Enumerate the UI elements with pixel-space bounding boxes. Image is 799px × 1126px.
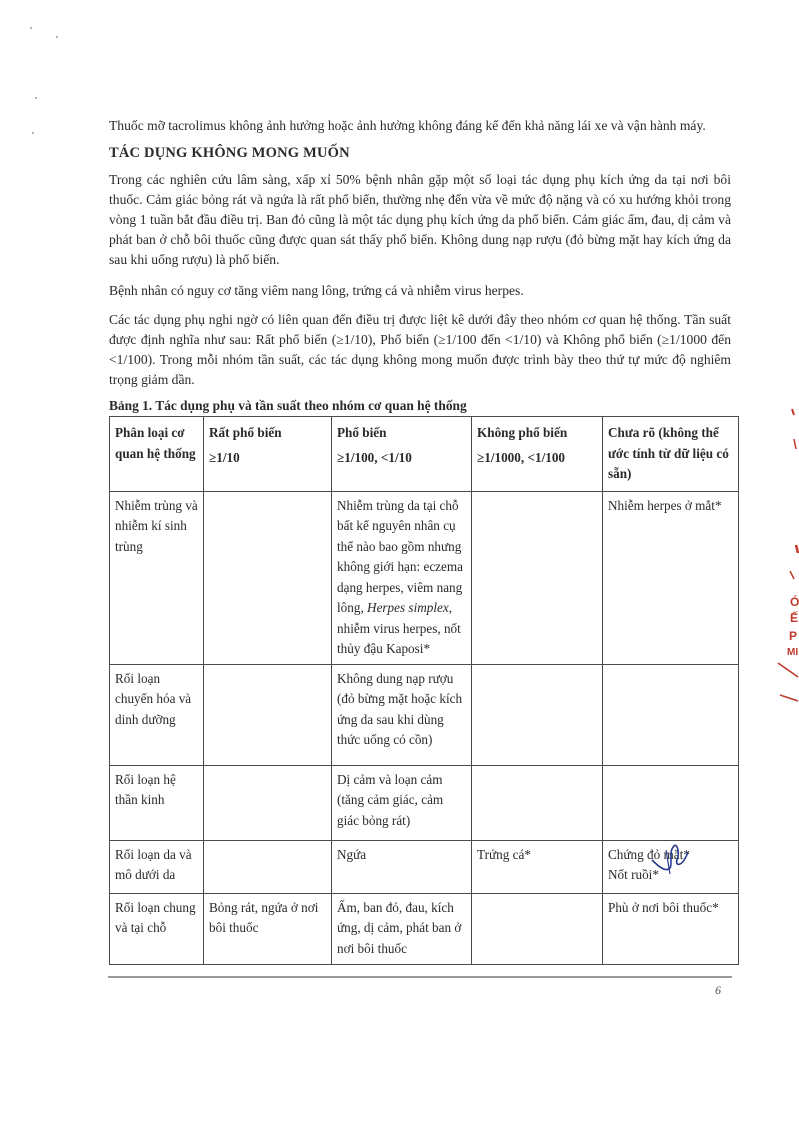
stamp-char: MI xyxy=(787,647,799,658)
header-frequency: ≥1/10 xyxy=(209,449,240,465)
cell-organ: Rối loạn chuyển hóa và dinh dưỡng xyxy=(110,664,204,765)
header-frequency: ≥1/100, <1/10 xyxy=(337,449,412,465)
page-number: 6 xyxy=(715,983,721,997)
cell-common xyxy=(332,491,472,664)
cell-very-common xyxy=(204,765,332,840)
cell-common: Dị cảm và loạn cảm (tăng cảm giác, cảm giác bỏng rát) xyxy=(332,765,472,840)
header-uncommon xyxy=(472,417,603,492)
cell-common: Ấm, ban đỏ, đau, kích ứng, dị cảm, phát ban ở nơi bôi thuốc xyxy=(332,893,472,964)
paragraph-frequency-definition: Các tác dụng phụ nghi ngờ có liên quan đến điều trị được liệt kê dưới đây theo nhóm cơ quan hệ thống. Tần suất được định nghĩa như sau: Rất phổ biến (≥1/10), Phổ biến (≥1/100 đến <1/10) và Không phổ biến (≥1/1000 đến <1/100). Trong mỗi nhóm tần suất, các tác dụng không mong muốn được trình bày theo thứ tự mức độ nghiêm trọng giảm dần. xyxy=(109,312,731,387)
section-title: TÁC DỤNG KHÔNG MONG MUỐN xyxy=(109,145,350,161)
side-effects-table xyxy=(109,416,739,965)
scan-speck xyxy=(30,27,32,29)
stamp-fragment xyxy=(770,395,799,715)
stamp-char: P xyxy=(789,629,798,643)
table-row xyxy=(110,840,739,893)
cell-uncommon: Trứng cá* xyxy=(472,840,603,893)
header-very-common xyxy=(204,417,332,492)
footer-divider xyxy=(108,976,732,978)
cell-very-common xyxy=(204,840,332,893)
cell-very-common xyxy=(204,664,332,765)
header-unknown xyxy=(603,417,739,492)
scan-speck xyxy=(35,97,37,99)
cell-italic-text: Herpes simplex xyxy=(367,600,449,615)
stamp-char: Ế xyxy=(790,611,799,625)
stamp-char: Ó xyxy=(790,595,799,609)
scan-speck xyxy=(32,132,34,134)
paragraph-risks: Bệnh nhân có nguy cơ tăng viêm nang lông, trứng cá và nhiễm virus herpes. xyxy=(109,283,524,298)
header-label: Chưa rõ (không thể ước tính từ dữ liệu có sẵn) xyxy=(608,425,729,481)
table-row xyxy=(110,664,739,765)
cell-text: , nhiễm virus herpes, nốt thủy đậu Kaposi* xyxy=(337,600,461,656)
header-label: Phân loại cơ quan hệ thống xyxy=(115,425,196,461)
header-label: Rất phổ biến xyxy=(209,425,282,440)
intro-paragraph: Thuốc mỡ tacrolimus không ảnh hưởng hoặc ảnh hưởng không đáng kể đến khả năng lái xe và vận hành máy. xyxy=(109,118,706,133)
header-label: Phổ biến xyxy=(337,425,387,440)
document-body xyxy=(109,116,731,965)
header-common xyxy=(332,417,472,492)
cell-uncommon xyxy=(472,893,603,964)
table-caption: Bảng 1. Tác dụng phụ và tần suất theo nhóm cơ quan hệ thống xyxy=(109,398,467,413)
cell-text: Chứng đỏ mặt* xyxy=(608,846,690,862)
cell-very-common xyxy=(204,491,332,664)
table-row xyxy=(110,893,739,964)
paragraph-side-effects: Trong các nghiên cứu lâm sàng, xấp xỉ 50% bệnh nhân gặp một số loại tác dụng phụ kích ứng da tại nơi bôi thuốc. Cảm giác bỏng rát và ngứa là rất phổ biến, thường nhẹ đến vừa về mức độ nặng và có xu hướng khỏi trong vòng 1 tuần bắt đầu điều trị. Ban đỏ cũng là một tác dụng phụ kích ứng da phổ biến. Cảm giác ấm, đau, dị cảm và phát ban ở chỗ bôi thuốc cũng được quan sát thấy phổ biến. Không dung nạp rượu (đỏ bừng mặt hay kích ứng da sau khi uống rượu) là phổ biến. xyxy=(109,172,731,267)
scan-speck xyxy=(56,36,58,38)
cell-unknown xyxy=(603,664,739,765)
header-organ-class xyxy=(110,417,204,492)
header-frequency: ≥1/1000, <1/100 xyxy=(477,449,566,465)
cell-unknown: Nhiễm herpes ở mắt* xyxy=(603,491,739,664)
cell-uncommon xyxy=(472,765,603,840)
cell-organ: Rối loạn chung và tại chỗ xyxy=(110,893,204,964)
cell-very-common: Bỏng rát, ngứa ở nơi bôi thuốc xyxy=(204,893,332,964)
cell-text: Nhiễm trùng da tại chỗ bất kể nguyên nhân cụ thể nào bao gồm nhưng không giới hạn: eczema dạng herpes, viêm nang lông, xyxy=(337,497,463,615)
cell-common: Ngứa xyxy=(332,840,472,893)
cell-organ: Nhiễm trùng và nhiễm kí sinh trùng xyxy=(110,491,204,664)
cell-common: Không dung nạp rượu (đỏ bừng mặt hoặc kích ứng da sau khi dùng thức uống có cồn) xyxy=(332,664,472,765)
cell-uncommon xyxy=(472,491,603,664)
cell-organ: Rối loạn da và mô dưới da xyxy=(110,840,204,893)
cell-unknown xyxy=(603,765,739,840)
cell-uncommon xyxy=(472,664,603,765)
cell-unknown: Phù ở nơi bôi thuốc* xyxy=(603,893,739,964)
cell-organ: Rối loạn hệ thần kinh xyxy=(110,765,204,840)
stamp-arc-marks xyxy=(770,395,799,715)
table-header-row xyxy=(110,417,739,492)
table-row xyxy=(110,765,739,840)
header-label: Không phổ biến xyxy=(477,425,568,440)
cell-text: Nốt ruồi* xyxy=(608,867,659,882)
signature-mark xyxy=(646,838,696,878)
table-row xyxy=(110,491,739,664)
